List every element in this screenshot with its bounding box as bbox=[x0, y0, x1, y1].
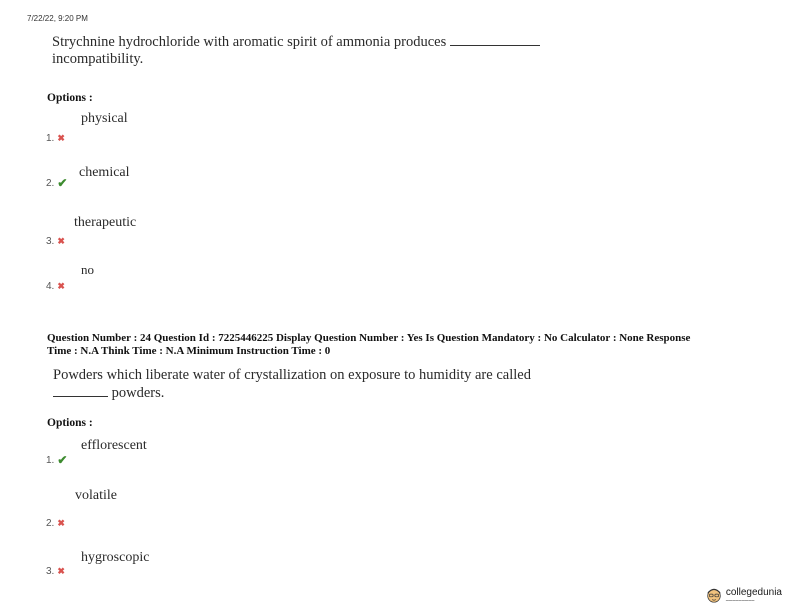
option-number-label: 1. bbox=[46, 454, 55, 466]
question-meta-line2: Time : N.A Think Time : N.A Minimum Instruction Time : 0 bbox=[47, 345, 331, 357]
timestamp: 7/22/22, 9:20 PM bbox=[27, 14, 88, 23]
collegedunia-logo bbox=[705, 586, 782, 604]
question-meta-line1: Question Number : 24 Question Id : 7225446225 Display Question Number : Yes Is Question Mandatory : No Calculator : None Response bbox=[47, 332, 691, 344]
check-icon: ✔ bbox=[57, 453, 68, 467]
question-meta bbox=[47, 332, 690, 358]
option-number bbox=[46, 518, 65, 529]
option-text: therapeutic bbox=[74, 215, 137, 230]
cross-icon: ✖ bbox=[57, 518, 65, 528]
logo-text: collegedunia bbox=[725, 587, 782, 598]
check-icon: ✔ bbox=[57, 176, 68, 190]
options-label: Options : bbox=[47, 92, 93, 104]
logo-tagline: ▬▬▬▬▬▬▬▬▬ bbox=[725, 598, 755, 602]
question-2-text-line2: powders. bbox=[111, 385, 165, 401]
option-number-label: 2. bbox=[46, 518, 55, 529]
option-text: efflorescent bbox=[81, 438, 147, 453]
option-number bbox=[46, 236, 65, 247]
option-text: volatile bbox=[75, 488, 117, 503]
option-number bbox=[46, 566, 65, 577]
question-1-text bbox=[52, 33, 540, 68]
option-number-label: 3. bbox=[46, 566, 55, 577]
question-1-text-line2: incompatibility. bbox=[52, 51, 144, 67]
cross-icon: ✖ bbox=[57, 281, 65, 291]
option-text: hygroscopic bbox=[81, 550, 150, 565]
option-number bbox=[46, 281, 65, 292]
option-number bbox=[46, 454, 67, 466]
options-label: Options : bbox=[47, 417, 93, 429]
question-2-text bbox=[53, 367, 531, 402]
cross-icon: ✖ bbox=[57, 133, 65, 143]
cross-icon: ✖ bbox=[57, 236, 65, 246]
option-number-label: 2. bbox=[46, 177, 55, 189]
option-number-label: 4. bbox=[46, 281, 55, 292]
question-1-text-line1: Strychnine hydrochloride with aromatic spirit of ammonia produces bbox=[52, 34, 447, 50]
mascot-icon bbox=[705, 586, 723, 604]
answer-blank bbox=[450, 33, 540, 46]
option-number bbox=[46, 177, 67, 189]
option-number-label: 3. bbox=[46, 236, 55, 247]
option-text: physical bbox=[81, 111, 128, 126]
option-number bbox=[46, 133, 65, 144]
option-text: chemical bbox=[79, 165, 130, 180]
option-text: no bbox=[81, 262, 94, 277]
answer-blank bbox=[53, 384, 108, 397]
cross-icon: ✖ bbox=[57, 566, 65, 576]
question-2-text-line1: Powders which liberate water of crystallization on exposure to humidity are called bbox=[53, 367, 531, 383]
option-number-label: 1. bbox=[46, 133, 55, 144]
